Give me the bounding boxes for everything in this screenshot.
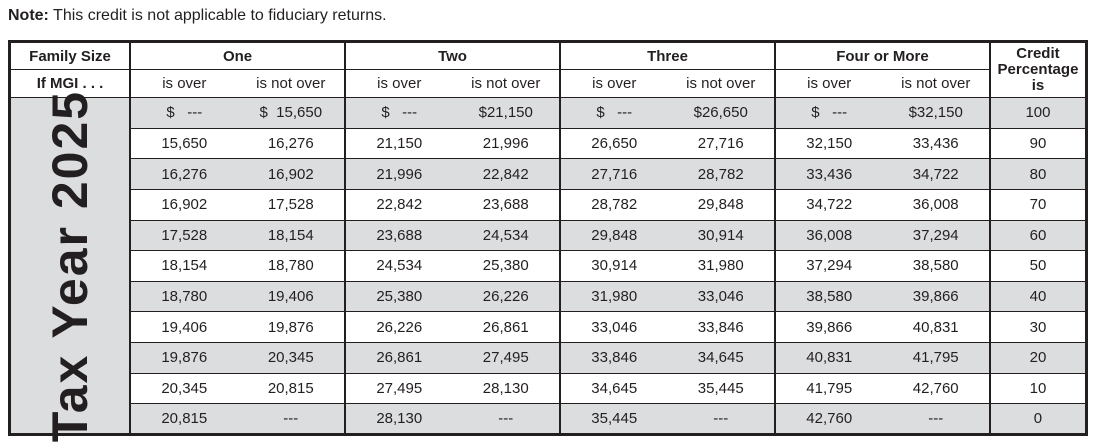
mgi-is-not-over-cell: --- bbox=[453, 404, 561, 435]
mgi-is-over-cell: 18,780 bbox=[130, 281, 237, 312]
mgi-is-over-cell: 34,645 bbox=[560, 373, 667, 404]
mgi-is-not-over-cell: $21,150 bbox=[453, 98, 561, 129]
mgi-is-over-cell: $ --- bbox=[345, 98, 452, 129]
table-row bbox=[10, 220, 1087, 251]
mgi-is-not-over-cell: 42,760 bbox=[882, 373, 989, 404]
mgi-is-not-over-cell: 37,294 bbox=[882, 220, 989, 251]
table-row bbox=[10, 189, 1087, 220]
mgi-is-not-over-cell: 19,406 bbox=[238, 281, 345, 312]
mgi-is-not-over-cell: --- bbox=[238, 404, 345, 435]
mgi-is-not-over-cell: 18,780 bbox=[238, 251, 345, 282]
table-row bbox=[10, 159, 1087, 190]
mgi-is-over-cell: 19,406 bbox=[130, 312, 237, 343]
mgi-is-not-over-cell: $26,650 bbox=[667, 98, 775, 129]
mgi-is-over-cell: 19,876 bbox=[130, 343, 237, 374]
credit-percentage-cell: 90 bbox=[990, 128, 1087, 159]
mgi-is-over-cell: 31,980 bbox=[560, 281, 667, 312]
mgi-is-over-cell: 24,534 bbox=[345, 251, 452, 282]
mgi-is-over-cell: 28,782 bbox=[560, 189, 667, 220]
mgi-is-over-cell: 26,861 bbox=[345, 343, 452, 374]
table-row bbox=[10, 281, 1087, 312]
mgi-is-not-over-cell: 28,130 bbox=[453, 373, 561, 404]
mgi-is-not-over-cell: 27,716 bbox=[667, 128, 775, 159]
mgi-is-not-over-cell: 28,782 bbox=[667, 159, 775, 190]
credit-percentage-cell: 10 bbox=[990, 373, 1087, 404]
mgi-is-over-cell: $ --- bbox=[130, 98, 237, 129]
table-row bbox=[10, 98, 1087, 129]
mgi-is-not-over-cell: --- bbox=[667, 404, 775, 435]
group-header-one: One bbox=[130, 42, 345, 70]
mgi-is-not-over-cell: 19,876 bbox=[238, 312, 345, 343]
table-row bbox=[10, 343, 1087, 374]
mgi-is-over-cell: 37,294 bbox=[775, 251, 882, 282]
credit-percentage-cell: 30 bbox=[990, 312, 1087, 343]
credit-percentage-cell: 70 bbox=[990, 189, 1087, 220]
table-row bbox=[10, 128, 1087, 159]
mgi-is-over-cell: $ --- bbox=[775, 98, 882, 129]
table-row bbox=[10, 251, 1087, 282]
mgi-is-over-cell: 16,902 bbox=[130, 189, 237, 220]
mgi-is-not-over-cell: 34,722 bbox=[882, 159, 989, 190]
is-not-over-header: is not over bbox=[238, 70, 345, 98]
mgi-is-over-cell: 29,848 bbox=[560, 220, 667, 251]
mgi-is-not-over-cell: 41,795 bbox=[882, 343, 989, 374]
mgi-is-over-cell: 41,795 bbox=[775, 373, 882, 404]
credit-percentage-cell: 0 bbox=[990, 404, 1087, 435]
table-row bbox=[10, 404, 1087, 435]
group-header-two: Two bbox=[345, 42, 560, 70]
mgi-is-not-over-cell: 39,866 bbox=[882, 281, 989, 312]
mgi-is-over-cell: 40,831 bbox=[775, 343, 882, 374]
mgi-is-over-cell: 17,528 bbox=[130, 220, 237, 251]
tax-year-label-cell bbox=[10, 89, 131, 442]
mgi-is-not-over-cell: 22,842 bbox=[453, 159, 561, 190]
table-row bbox=[10, 312, 1087, 343]
mgi-is-not-over-cell: 33,846 bbox=[667, 312, 775, 343]
mgi-is-not-over-cell: 36,008 bbox=[882, 189, 989, 220]
mgi-is-over-cell: 23,688 bbox=[345, 220, 452, 251]
mgi-is-not-over-cell: 20,345 bbox=[238, 343, 345, 374]
mgi-is-over-cell: 15,650 bbox=[130, 128, 237, 159]
mgi-is-over-cell: 22,842 bbox=[345, 189, 452, 220]
mgi-is-over-cell: 33,846 bbox=[560, 343, 667, 374]
tax-year-label: Tax Year 2025 bbox=[42, 89, 99, 442]
mgi-is-over-cell: 27,495 bbox=[345, 373, 452, 404]
mgi-is-over-cell: 21,996 bbox=[345, 159, 452, 190]
mgi-is-not-over-cell: 20,815 bbox=[238, 373, 345, 404]
mgi-is-over-cell: 33,436 bbox=[775, 159, 882, 190]
credit-percentage-cell: 40 bbox=[990, 281, 1087, 312]
mgi-is-not-over-cell: 23,688 bbox=[453, 189, 561, 220]
mgi-is-over-cell: 26,226 bbox=[345, 312, 452, 343]
mgi-is-over-cell: 36,008 bbox=[775, 220, 882, 251]
mgi-is-not-over-cell: 38,580 bbox=[882, 251, 989, 282]
mgi-is-over-cell: 20,815 bbox=[130, 404, 237, 435]
credit-percentage-table bbox=[8, 40, 1088, 442]
mgi-is-over-cell: 21,150 bbox=[345, 128, 452, 159]
mgi-is-over-cell: 34,722 bbox=[775, 189, 882, 220]
mgi-is-not-over-cell: 40,831 bbox=[882, 312, 989, 343]
credit-percentage-cell: 60 bbox=[990, 220, 1087, 251]
is-over-header: is over bbox=[130, 70, 237, 98]
is-not-over-header: is not over bbox=[882, 70, 989, 98]
mgi-is-over-cell: 27,716 bbox=[560, 159, 667, 190]
mgi-is-not-over-cell: 31,980 bbox=[667, 251, 775, 282]
mgi-is-over-cell: 42,760 bbox=[775, 404, 882, 435]
fiduciary-note bbox=[8, 6, 387, 26]
mgi-is-not-over-cell: 30,914 bbox=[667, 220, 775, 251]
mgi-is-not-over-cell: 16,276 bbox=[238, 128, 345, 159]
mgi-is-over-cell: 32,150 bbox=[775, 128, 882, 159]
mgi-is-over-cell: 20,345 bbox=[130, 373, 237, 404]
credit-percentage-cell: 80 bbox=[990, 159, 1087, 190]
mgi-is-over-cell: 30,914 bbox=[560, 251, 667, 282]
mgi-is-not-over-cell: 18,154 bbox=[238, 220, 345, 251]
mgi-is-not-over-cell: --- bbox=[882, 404, 989, 435]
mgi-is-over-cell: 33,046 bbox=[560, 312, 667, 343]
table-row bbox=[10, 373, 1087, 404]
group-header-four-or-more: Four or More bbox=[775, 42, 990, 70]
family-size-header: Family Size bbox=[10, 42, 131, 70]
mgi-is-over-cell: 26,650 bbox=[560, 128, 667, 159]
mgi-is-not-over-cell: 34,645 bbox=[667, 343, 775, 374]
is-over-header: is over bbox=[775, 70, 882, 98]
mgi-is-not-over-cell: 17,528 bbox=[238, 189, 345, 220]
mgi-is-not-over-cell: 33,436 bbox=[882, 128, 989, 159]
credit-percentage-cell: 20 bbox=[990, 343, 1087, 374]
mgi-is-not-over-cell: 29,848 bbox=[667, 189, 775, 220]
note-text: This credit is not applicable to fiduciary returns. bbox=[53, 7, 387, 24]
mgi-is-over-cell: 16,276 bbox=[130, 159, 237, 190]
is-over-header: is over bbox=[345, 70, 452, 98]
mgi-is-over-cell: 39,866 bbox=[775, 312, 882, 343]
mgi-is-over-cell: 35,445 bbox=[560, 404, 667, 435]
mgi-is-not-over-cell: 21,996 bbox=[453, 128, 561, 159]
mgi-is-not-over-cell: 24,534 bbox=[453, 220, 561, 251]
is-over-header: is over bbox=[560, 70, 667, 98]
if-mgi-header: If MGI . . . bbox=[10, 70, 131, 98]
mgi-is-not-over-cell: $32,150 bbox=[882, 98, 989, 129]
mgi-is-over-cell: $ --- bbox=[560, 98, 667, 129]
group-header-three: Three bbox=[560, 42, 775, 70]
mgi-is-over-cell: 38,580 bbox=[775, 281, 882, 312]
mgi-is-not-over-cell: $ 15,650 bbox=[238, 98, 345, 129]
mgi-is-not-over-cell: 27,495 bbox=[453, 343, 561, 374]
mgi-is-over-cell: 28,130 bbox=[345, 404, 452, 435]
mgi-is-not-over-cell: 33,046 bbox=[667, 281, 775, 312]
is-not-over-header: is not over bbox=[667, 70, 775, 98]
mgi-is-not-over-cell: 26,861 bbox=[453, 312, 561, 343]
mgi-is-not-over-cell: 35,445 bbox=[667, 373, 775, 404]
mgi-is-not-over-cell: 25,380 bbox=[453, 251, 561, 282]
mgi-is-over-cell: 18,154 bbox=[130, 251, 237, 282]
is-not-over-header: is not over bbox=[453, 70, 561, 98]
mgi-is-over-cell: 25,380 bbox=[345, 281, 452, 312]
credit-percentage-header: Credit Percentage is bbox=[990, 42, 1087, 98]
credit-percentage-cell: 100 bbox=[990, 98, 1087, 129]
note-label: Note: bbox=[8, 7, 49, 24]
credit-percentage-cell: 50 bbox=[990, 251, 1087, 282]
mgi-is-not-over-cell: 26,226 bbox=[453, 281, 561, 312]
mgi-is-not-over-cell: 16,902 bbox=[238, 159, 345, 190]
